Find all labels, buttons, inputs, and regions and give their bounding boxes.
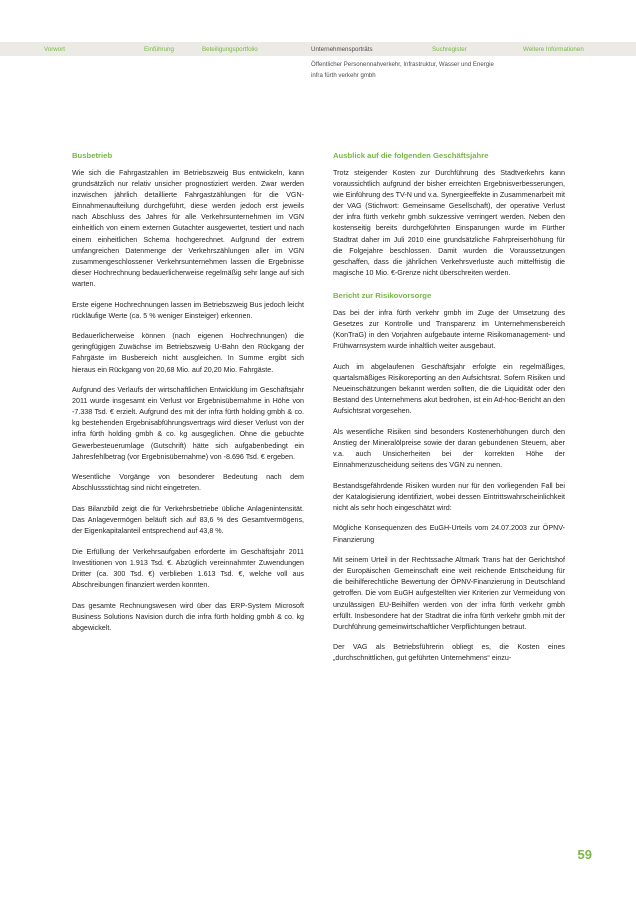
heading-ausblick: Ausblick auf die folgenden Geschäftsjahre xyxy=(333,151,489,160)
paragraph: Erste eigene Hochrechnungen lassen im Betriebszweig Bus jedoch leicht rückläufige Werte (ca. 5 % weniger Einsteiger) erkennen. xyxy=(72,300,304,320)
nav-item-vorwort[interactable]: Vorwort xyxy=(44,45,65,53)
paragraph: Auch im abgelaufenen Geschäftsjahr erfolgte ein regelmäßiges, quartalsmäßiges Risikoreporting an den Aufsichtsrat. Sofern Risiken und Neueinschätzungen bekannt werden sollten, die die Liquidität oder den Bestand des Unternehmens akut bedrohen, ist ein Ad-hoc-Bericht an den Aufsichtsrat vorgesehen. xyxy=(333,362,565,416)
paragraph: Wesentliche Vorgänge von besonderer Bedeutung nach dem Abschlussstichtag sind nicht eingetreten. xyxy=(72,473,304,493)
nav-item-suchregister[interactable]: Suchregister xyxy=(432,45,467,53)
left-column xyxy=(72,150,304,634)
nav-item-weitere-informationen[interactable]: Weitere Informationen xyxy=(523,45,584,53)
nav-item-beteiligungsportfolio[interactable]: Beteiligungsportfolio xyxy=(202,45,258,53)
subheader-line-company: infra fürth verkehr gmbh xyxy=(311,71,376,79)
subheader-line-category: Öffentlicher Personennahverkehr, Infrastruktur, Wasser und Energie xyxy=(311,61,494,68)
paragraph: Mögliche Konsequenzen des EuGH-Urteils vom 24.07.2003 zur ÖPNV-Finanzierung xyxy=(333,524,565,544)
paragraph: Mit seinem Urteil in der Rechtssache Altmark Trans hat der Gerichtshof der Europäischen Gemeinschaft eine weit reichende Entscheidung für die beihilferechtliche Bewertung der ÖPNV-Finanzierung in Deutschland getroffen. Die vom EuGH aufgestellten vier Kriterien zur Vermeidung von unzulässigen EU-Beihilfen werden von der infra fürth verkehr gmbh erfüllt. Insbesondere hat der Stadtrat die infra fürth verkehr gmbh mit der Durchführung gemeinwirtschaftlicher Verpflichtungen betraut. xyxy=(333,556,565,631)
paragraph: Wie sich die Fahrgastzahlen im Betriebszweig Bus entwickeln, kann grundsätzlich nur relativ unsicher prognostiziert werden. Zwar werden inzwischen jährlich detaillierte Fahrgastzählungen für die VGN-Einnahmenaufteilung durchgeführt, diese werden jedoch erst jeweils nach Abschluss des Jahres für alle Verkehrsunternehmen im VGN einheitlich von einem externen Gutachter ausgewertet, testiert und nach einem einheitlichen Schema hochgerechnet. Aufgrund der extrem umfangreichen Datenmenge der Verkehrszählungen aller im VGN zusammengeschlossener Verkehrsunternehmen lassen die Ergebnisse dieser Hochrechnung bedauerlicherweise regelmäßig sehr lange auf sich warten. xyxy=(72,169,304,288)
paragraph: Das gesamte Rechnungswesen wird über das ERP-System Microsoft Business Solutions Navision durch die infra fürth holding gmbh & co. kg abgewickelt. xyxy=(72,601,304,632)
paragraph: Trotz steigender Kosten zur Durchführung des Stadtverkehrs kann voraussichtlich aufgrund der bisher erreichten Ergebnisverbesserungen, wie Einführung des TV-N und v.a. Synergieeffekte in Zusammenarbeit mit der VAG (Stichwort: Gemeinsame Gesellschaft), der operative Verlust der infra fürth verkehr gmbh sukzessive verringert werden. Neben den kostenseitig bereits durchgeführten Einsparungen wurde im Fürther Stadtrat daher im Juli 2010 eine grundsätzliche Fahrpreiserhöhung für die Folgejahre beschlossen. Damit wurden die Voraussetzungen geschaffen, dass die jährlichen Verkehrsverluste auch mittelfristig die magische 10 Mio. €-Grenze nicht überschreiten werden. xyxy=(333,169,565,277)
paragraph: Als wesentliche Risiken sind besonders Kostenerhöhungen durch den Anstieg der Mineralölpreise sowie der daran gebundenen Steuern, aber v.a. auch Unsicherheiten bei der korrekten Höhe der Einnahmenzuscheidung seitens des VGN zu nennen. xyxy=(333,427,565,470)
document-subheader xyxy=(311,60,494,81)
paragraph: Bestandsgefährdende Risiken wurden nur für den vorliegenden Fall bei der Katalogisierung identifiziert, wobei dessen Eintrittswahrscheinlichkeit nicht als sehr hoch eingeschätzt wird: xyxy=(333,481,565,512)
nav-item-unternehmensportraets[interactable]: Unternehmensporträts xyxy=(311,45,373,53)
heading-busbetrieb: Busbetrieb xyxy=(72,151,113,160)
heading-risikovorsorge: Bericht zur Risikovorsorge xyxy=(333,290,432,300)
paragraph: Bedauerlicherweise können (nach eigenen Hochrechnungen) die geringfügigen Zuwächse im Betriebszweig U-Bahn den Rückgang der Fahrgäste im Busbereich nicht ausgleichen. In Summe ergibt sich hieraus ein Rückgang von 20,68 Mio. auf 20,20 Mio. Fahrgäste. xyxy=(72,332,304,374)
nav-item-einfuehrung[interactable]: Einführung xyxy=(144,45,174,53)
paragraph: Aufgrund des Verlaufs der wirtschaftlichen Entwicklung im Geschäftsjahr 2011 wurde insgesamt ein Verlust vor Ergebnisübernahme in Höhe von -7.338 Tsd. € erzielt. Aufgrund des mit der infra fürth holding gmbh & co. kg bestehenden Ergebnisabführungsvertrags wird dieser Verlust von der infra fürth holding gmbh & co. kg ausgeglichen. Ohne die gebuchte Gewerbesteuerumlage (Gutschrift) hätte sich aufgabenbedingt ein Jahresfehlbetrag (vor Ergebnisübernahme) von -8.696 Tsd. € ergeben. xyxy=(72,386,304,461)
top-navigation xyxy=(0,42,636,56)
paragraph: Die Erfüllung der Verkehrsaufgaben erforderte im Geschäftsjahr 2011 Investitionen von 1.913 Tsd. €. Abzüglich vereinnahmter Zuwendungen Dritter (ca. 300 Tsd. €) verblieben 1.613 Tsd. €, welche voll aus Abschreibungen finanziert werden konnten. xyxy=(72,547,304,589)
page-number: 59 xyxy=(577,847,592,862)
paragraph: Das Bilanzbild zeigt die für Verkehrsbetriebe übliche Anlagenintensität. Das Anlagevermögen beläuft sich auf 83,6 % des Gesamtvermögens, der Eigenkapitalanteil entsprechend auf 43,8 %. xyxy=(72,504,304,536)
paragraph: Der VAG als Betriebsführerin obliegt es, die Kosten eines „durchschnittlichen, gut geführten Unternehmens“ einzu- xyxy=(333,643,565,663)
paragraph: Das bei der infra fürth verkehr gmbh im Zuge der Umsetzung des Gesetzes zur Kontrolle und Transparenz im Unternehmensbereich (KonTraG) in den Vorjahren aufgebaute interne Risikomanagement- und Frühwarnsystem wurde inhaltlich weiter ausgebaut. xyxy=(333,308,565,351)
right-column xyxy=(333,150,565,664)
